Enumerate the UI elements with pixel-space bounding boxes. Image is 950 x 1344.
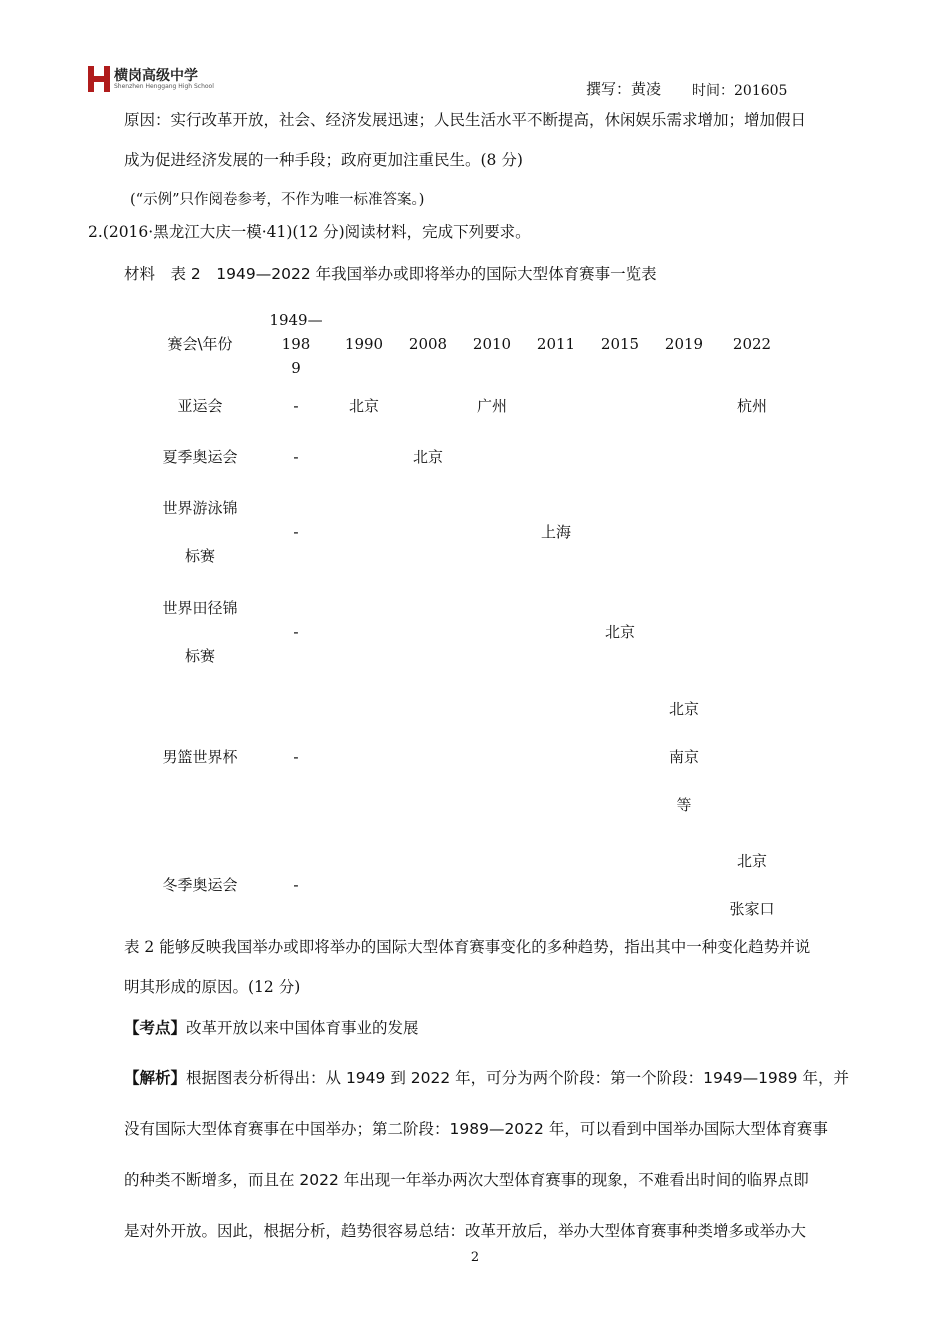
host-city-cell	[332, 432, 396, 482]
table-header-row	[140, 308, 788, 380]
jiexi-line-4: 是对外开放。因此，根据分析，趋势很容易总结：改革开放后，举办大型体育赛事种类增多或举办大	[124, 1222, 807, 1240]
host-city-cell: 广州	[476, 397, 507, 415]
host-city-cell: 杭州	[736, 397, 767, 415]
event-name-cell: 夏季奥运会	[162, 448, 238, 466]
kaodian-label: 【考点】	[124, 1019, 187, 1037]
event-name-cell: 世界田径锦 标赛	[162, 599, 238, 665]
year-header-3: 2010	[472, 335, 512, 353]
event-name-cell: 世界游泳锦 标赛	[162, 499, 238, 565]
host-city-cell	[332, 682, 396, 832]
year-header-7: 2022	[732, 335, 772, 353]
host-city-cell	[460, 832, 524, 938]
table-row	[140, 432, 788, 482]
events-table	[140, 308, 788, 938]
question-stem: 2.(2016·黑龙江大庆一模·41)(12 分)阅读材料，完成下列要求。	[88, 223, 531, 241]
host-city-cell	[460, 432, 524, 482]
event-name-cell: 亚运会	[177, 397, 223, 415]
host-city-cell	[524, 582, 588, 682]
prev-answer-line-2: 成为促进经济发展的一种手段；政府更加注重民生。(8 分)	[124, 151, 523, 169]
page-header	[88, 66, 868, 100]
host-city-cell	[332, 482, 396, 582]
host-city-cell: -	[293, 397, 299, 415]
host-city-cell: -	[293, 623, 299, 641]
host-city-cell	[332, 832, 396, 938]
host-city-cell	[652, 482, 716, 582]
host-city-cell: -	[293, 523, 299, 541]
table-row	[140, 682, 788, 832]
logo-subtitle: Shenzhen Henggang High School	[114, 82, 214, 90]
task-text	[124, 927, 864, 1007]
host-city-cell	[716, 432, 788, 482]
table-row	[140, 832, 788, 938]
host-city-cell: -	[293, 748, 299, 766]
host-city-cell	[396, 582, 460, 682]
table-corner-header: 赛会\年份	[167, 335, 233, 353]
year-header-5: 2015	[600, 335, 640, 353]
logo-text: 横岗高级中学	[114, 67, 198, 84]
kaodian-text: 改革开放以来中国体育事业的发展	[186, 1019, 419, 1037]
prev-answer	[124, 100, 864, 180]
host-city-cell	[524, 432, 588, 482]
host-city-cell	[460, 582, 524, 682]
host-city-cell: 北京 南京 等	[668, 700, 699, 814]
host-city-cell	[524, 682, 588, 832]
year-header-6: 2019	[664, 335, 704, 353]
time-label: 时间：201605	[692, 83, 788, 99]
year-header-0: 1949—198 9	[269, 311, 323, 377]
host-city-cell	[588, 482, 652, 582]
host-city-cell	[396, 482, 460, 582]
host-city-cell	[716, 682, 788, 832]
page-number: 2	[470, 1250, 480, 1265]
host-city-cell: 北京	[348, 397, 379, 415]
event-name-cell: 冬季奥运会	[162, 876, 238, 894]
host-city-cell: 北京	[604, 623, 635, 641]
event-name-cell: 男篮世界杯	[162, 748, 238, 766]
host-city-cell	[332, 582, 396, 682]
host-city-cell	[652, 582, 716, 682]
host-city-cell	[524, 380, 588, 432]
host-city-cell	[588, 380, 652, 432]
host-city-cell: 北京 张家口	[729, 852, 775, 918]
host-city-cell	[588, 432, 652, 482]
host-city-cell	[588, 832, 652, 938]
host-city-cell	[652, 832, 716, 938]
material-title: 材料 表 2 1949—2022 年我国举办或即将举办的国际大型体育赛事一览表	[124, 265, 657, 283]
host-city-cell	[716, 582, 788, 682]
jiexi-line-2: 没有国际大型体育赛事在中国举办；第二阶段：1989—2022 年，可以看到中国举办国际大型体育赛事	[124, 1120, 828, 1138]
kaodian-section	[124, 1003, 864, 1054]
table-row	[140, 582, 788, 682]
prev-answer-line-1: 原因：实行改革开放，社会、经济发展迅速；人民生活水平不断提高，休闲娱乐需求增加；增加假日	[124, 111, 807, 129]
author-label: 撰写：黄凌	[586, 80, 662, 98]
host-city-cell	[652, 432, 716, 482]
host-city-cell	[396, 832, 460, 938]
host-city-cell: -	[293, 448, 299, 466]
host-city-cell	[396, 682, 460, 832]
task-line-2: 明其形成的原因。(12 分)	[124, 978, 301, 996]
jiexi-line-3: 的种类不断增多，而且在 2022 年出现一年举办两次大型体育赛事的现象，不难看出时间的临界点即	[124, 1171, 809, 1189]
year-header-2: 2008	[408, 335, 448, 353]
table-row	[140, 380, 788, 432]
logo-h-icon	[88, 66, 110, 92]
task-line-1: 表 2 能够反映我国举办或即将举办的国际大型体育赛事变化的多种趋势，指出其中一种变化趋势并说	[124, 938, 811, 956]
table-row	[140, 482, 788, 582]
year-header-1: 1990	[344, 335, 384, 353]
host-city-cell	[460, 682, 524, 832]
year-header-4: 2011	[536, 335, 576, 353]
host-city-cell	[396, 380, 460, 432]
host-city-cell	[460, 482, 524, 582]
host-city-cell: 上海	[540, 523, 571, 541]
jiexi-line-1: 根据图表分析得出：从 1949 到 2022 年，可分为两个阶段：第一个阶段：1949—1989 年，并	[186, 1069, 849, 1087]
host-city-cell	[652, 380, 716, 432]
host-city-cell	[716, 482, 788, 582]
jiexi-label: 【解析】	[124, 1069, 187, 1087]
answer-note: (“示例”只作阅卷参考，不作为唯一标准答案。)	[130, 192, 425, 208]
school-logo	[88, 66, 214, 92]
jiexi-section	[124, 1053, 864, 1257]
host-city-cell	[524, 832, 588, 938]
host-city-cell: 北京	[412, 448, 443, 466]
host-city-cell: -	[293, 876, 299, 894]
host-city-cell	[588, 682, 652, 832]
